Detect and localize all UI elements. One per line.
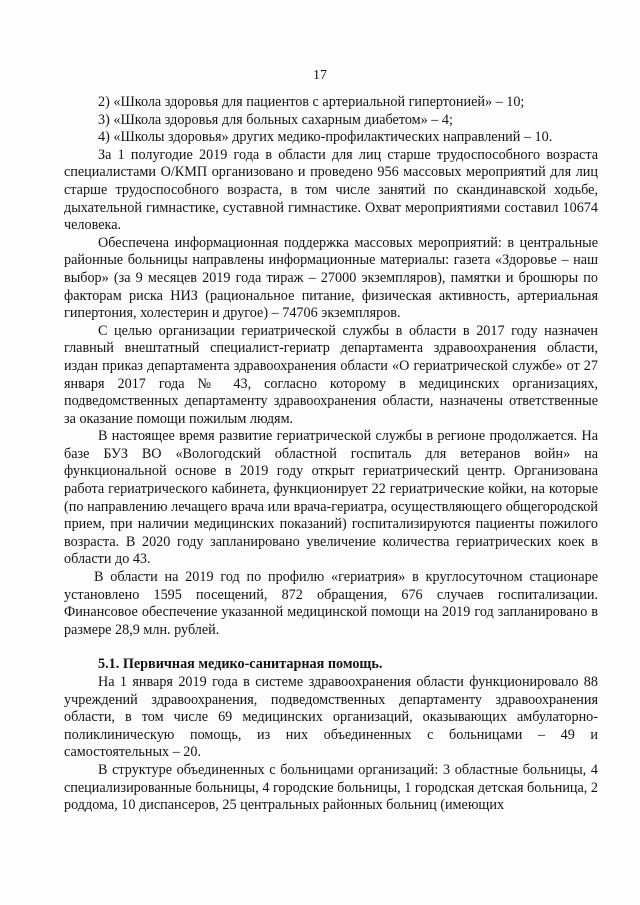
paragraph-geriatric-service: С целью организации гериатрической службы в области в 2017 году назначен главный внештатный специалист-гериатр департамента здравоохранения области, издан приказ департамента здравоохранения области «О гериатрической службе» от 27 января 2017 года № 43, согласно которому в медицинских организациях, подведомственных департаменту здравоохранения области, назначены ответственные за оказание помощи пожилым людям. [64,322,598,427]
page-number: 17 [313,68,327,83]
paragraph-events-elderly: За 1 полугодие 2019 года в области для лиц старше трудоспособного возраста специалистами О/КМП организовано и проведено 956 массовых мероприятий для лиц старше трудоспособного возраста, в том числе занятий по скандинавской ходьбе, дыхательной гимнастике, суставной гимнастике. Охват мероприятиями составил 10674 человека. [64,146,598,234]
paragraph-info-support: Обеспечена информационная поддержка массовых мероприятий: в центральные районные больницы направлены информационные материалы: газета «Здоровье – наш выбор» (за 9 месяцев 2019 года тираж – 27000 экземпляров), памятки и брошюры по факторам риска НИЗ (рациональное питание, физическая активность, артериальная гипертония, холестерин и другое) – 74706 экземпляров. [64,234,598,322]
paragraph-geriatric-volume: В области на 2019 год по профилю «гериатрия» в круглосуточном стационаре установлено 1595 посещений, 872 обращения, 676 случаев госпитализации. Финансовое обеспечение указанной медицинской помощи на 2019 год запланировано в размере 28,9 млн. рублей. [64,569,598,638]
paragraph-geriatric-development: В настоящее время развитие гериатрической службы в регионе продолжается. На базе БУЗ ВО «Вологодский областной госпиталь для ветеранов войн» на функциональной основе в 2019 году открыт гериатрический центр. Организована работа гериатрического кабинета, функционирует 22 гериатрические койки, на которые (по направлению лечащего врача или врача-гериатра, осуществляющего общегородской прием, при наличии медицинских показаний) госпитализируются пациенты пожилого возраста. В 2020 году запланировано увеличение количества гериатрических коек в области до 43. [64,428,598,568]
document-body [64,94,598,815]
list-item: 2) «Школа здоровья для пациентов с артериальной гипертонией» – 10; [98,94,525,110]
list-item: 4) «Школы здоровья» других медико-профилактических направлений – 10. [98,129,553,146]
section-heading: 5.1. Первичная медико-санитарная помощь. [98,656,383,673]
list-item: 3) «Школа здоровья для больных сахарным диабетом» – 4; [98,111,453,128]
paragraph-institutions: На 1 января 2019 года в системе здравоохранения области функционировало 88 учреждений здравоохранения, подведомственных департаменту здравоохранения области, в том числе 69 медицинских организаций, оказывающих амбулаторно-поликлиническую помощь, из них объединенных с больницами – 49 и самостоятельных – 20. [64,674,598,761]
paragraph-structure: В структуре объединенных с больницами организаций: 3 областные больницы, 4 специализированные больницы, 4 городские больницы, 1 городская детская больница, 2 роддома, 10 диспансеров, 25 центральных районных больниц (имеющих [64,761,598,814]
